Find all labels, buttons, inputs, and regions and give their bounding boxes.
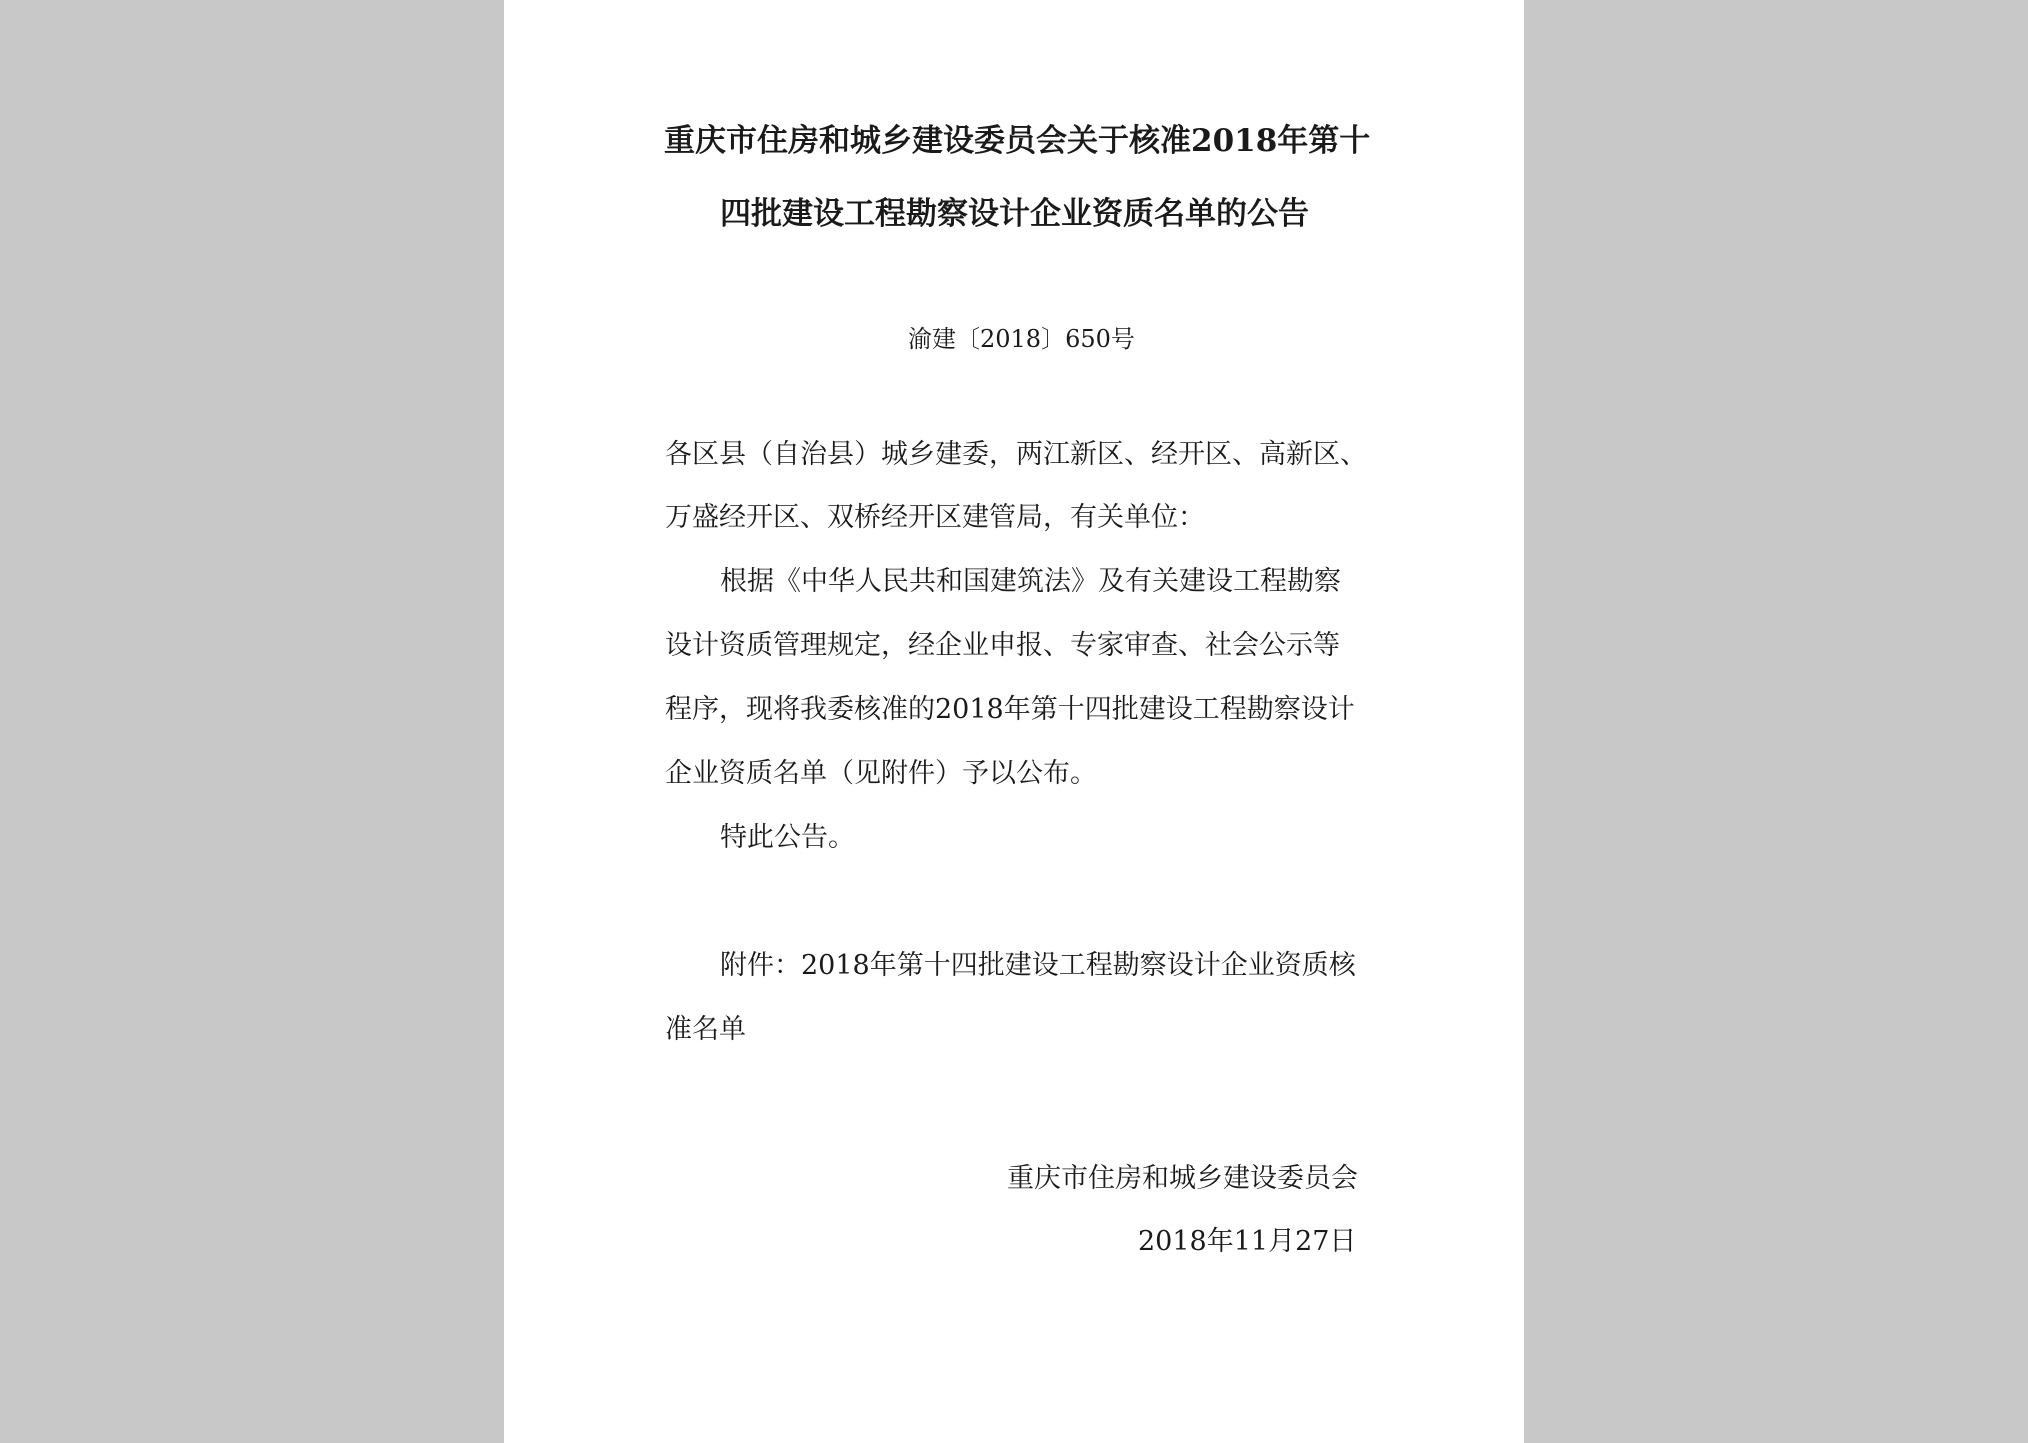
document-page (504, 0, 1524, 1443)
issuer-name: 重庆市住房和城乡建设委员会 (1007, 1163, 1358, 1194)
issue-date: 2018年11月27日 (1138, 1226, 1357, 1257)
body-line-1: 根据《中华人民共和国建筑法》及有关建设工程勘察 (720, 566, 1341, 597)
addressee-line-1: 各区县（自治县）城乡建委，两江新区、经开区、高新区、 (665, 439, 1367, 470)
attachment-line-2: 准名单 (665, 1014, 746, 1045)
body-line-4: 企业资质名单（见附件）予以公布。 (665, 758, 1097, 789)
body-line-3: 程序，现将我委核准的2018年第十四批建设工程勘察设计 (665, 694, 1355, 725)
attachment-line-1: 附件：2018年第十四批建设工程勘察设计企业资质核 (720, 950, 1356, 981)
title-line-2: 四批建设工程勘察设计企业资质名单的公告 (720, 196, 1309, 232)
addressee-line-2: 万盛经开区、双桥经开区建管局，有关单位： (665, 502, 1205, 533)
document-number: 渝建〔2018〕650号 (908, 325, 1135, 353)
title-line-1: 重庆市住房和城乡建设委员会关于核准2018年第十 (664, 123, 1371, 159)
notice-text: 特此公告。 (720, 822, 855, 853)
body-line-2: 设计资质管理规定，经企业申报、专家审查、社会公示等 (665, 630, 1340, 661)
